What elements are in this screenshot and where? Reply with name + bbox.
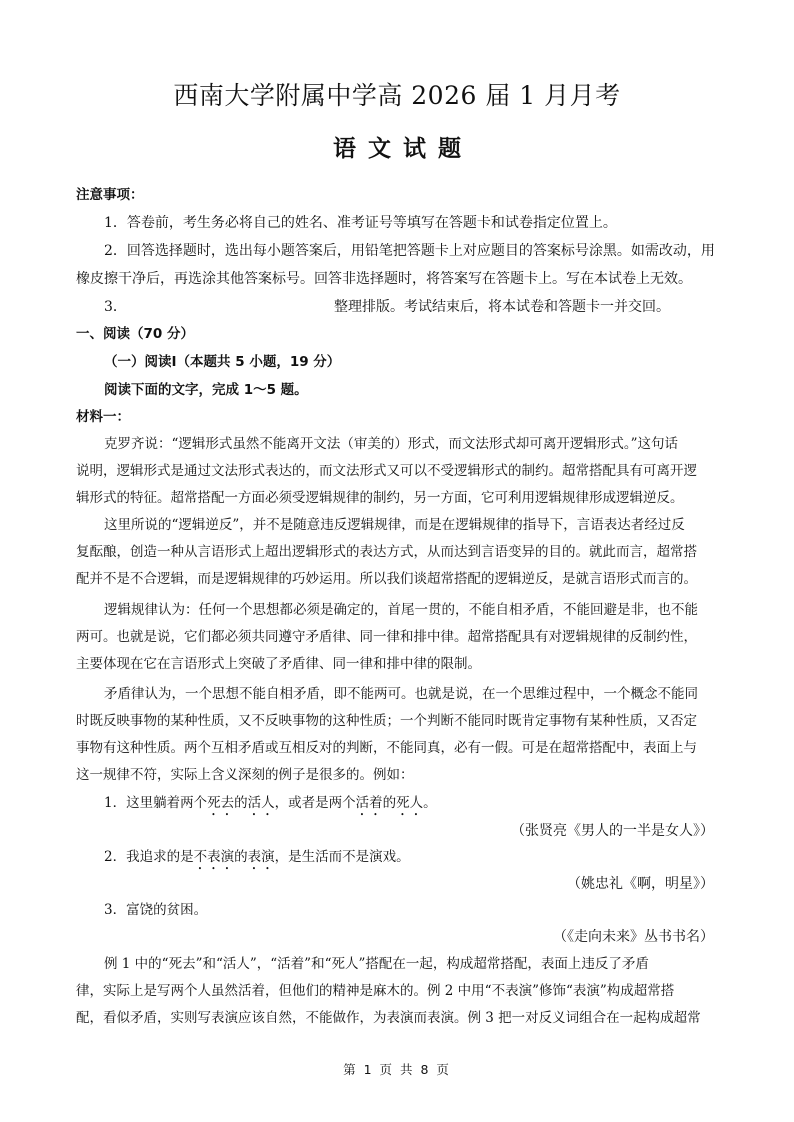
example-1-source: （张贤亮《男人的一半是女人》） xyxy=(511,823,714,839)
example-1-part: 的 xyxy=(234,795,248,811)
section-heading: 一、阅读（70 分） xyxy=(76,326,194,342)
material-label: 材料一： xyxy=(76,409,130,425)
example-2-emphasis: 不表演 xyxy=(193,849,235,865)
example-2-source: （姚忠礼《啊，明星》） xyxy=(567,876,714,892)
paragraph-4-line-4: 这一规律不符，实际上含义深刻的例子是很多的。例如： xyxy=(76,767,414,783)
paragraph-4-line-2: 时既反映事物的某种性质，又不反映事物的这种性质；一个判断不能同时既肯定事物有某种性质，又否定 xyxy=(76,713,697,729)
notice-item-3-number: 3． xyxy=(104,299,127,315)
page-number: 第 1 页 共 8 页 xyxy=(343,1062,451,1077)
notice-item-2-line-1: 2．回答选择题时，选出每小题答案后，用铅笔把答题卡上对应题目的答案标号涂黑。如需改动，用 xyxy=(104,243,715,259)
example-2 xyxy=(104,847,410,873)
example-1-emphasis: 死人 xyxy=(396,795,424,811)
notice-item-2-line-2: 橡皮擦干净后，再选涂其他答案标号。回答非选择题时，将答案写在答题卡上。写在本试卷上无效。 xyxy=(76,271,692,287)
paragraph-1-line-2: 说明，逻辑形式是通过文法形式表达的，而文法形式又可以不受逻辑形式的制约。超常搭配具有可离开逻 xyxy=(76,463,697,479)
example-1 xyxy=(104,793,437,819)
example-2-emphasis: 表演 xyxy=(247,849,275,865)
example-2-part: ，是生活而不是演戏。 xyxy=(274,849,410,865)
exam-subject-title: 语文试题 xyxy=(333,135,473,162)
paragraph-2-line-2: 复酝酿，创造一种从言语形式上超出逻辑形式的表达方式，从而达到言语变异的目的。就此而言，超常搭 xyxy=(76,544,697,560)
example-1-part: 。 xyxy=(423,795,437,811)
paragraph-1-line-1: 克罗齐说：“逻辑形式虽然不能离开文法（审美的）形式，而文法形式却可离开逻辑形式。”这句话 xyxy=(104,436,679,452)
exam-title: 西南大学附属中学高 2026 届 1 月月考 xyxy=(173,81,621,110)
example-1-emphasis: 活人 xyxy=(247,795,275,811)
paragraph-5-line-2: 律，实际上是写两个人虽然活着，但他们的精神是麻木的。例 2 中用“不表演”修饰“表演”构成超常搭 xyxy=(76,983,675,999)
paragraph-1-line-3: 辑形式的特征。超常搭配一方面必须受逻辑规律的制约，另一方面，它可利用逻辑规律形成逻辑逆反。 xyxy=(76,490,684,506)
paragraph-4-line-1: 矛盾律认为，一个思想不能自相矛盾，即不能两可。也就是说，在一个思维过程中，一个概念不能同 xyxy=(104,686,698,702)
paragraph-3-line-1: 逻辑规律认为：任何一个思想都必须是确定的，首尾一贯的，不能自相矛盾，不能回避是非，也不能 xyxy=(104,602,698,618)
example-2-part: 的 xyxy=(234,849,248,865)
example-3-source: （《走向未来》丛书书名） xyxy=(553,929,714,945)
example-2-part: 2．我追求的是 xyxy=(104,849,194,865)
paragraph-2-line-1: 这里所说的“逻辑逆反”，并不是随意违反逻辑规律，而是在逻辑规律的指导下，言语表达者经过反 xyxy=(104,517,685,533)
notice-item-1: 1．答卷前，考生务必将自己的姓名、准考证号等填写在答题卡和试卷指定位置上。 xyxy=(104,215,617,231)
example-1-part: 的 xyxy=(382,795,397,811)
subsection-heading: （一）阅读Ⅰ（本题共 5 小题，19 分） xyxy=(104,354,341,370)
paragraph-5-line-3: 配，看似矛盾，实则写表演应该自然，不能做作，为表演而表演。例 3 把一对反义词组合在一起构成超常 xyxy=(76,1010,701,1026)
example-3: 3．富饶的贫困。 xyxy=(104,902,208,918)
example-1-part: 1．这里躺着两个 xyxy=(104,795,208,811)
notice-heading: 注意事项： xyxy=(76,187,144,203)
example-1-part: ，或者是两个 xyxy=(274,795,356,811)
example-1-emphasis: 活着 xyxy=(355,795,383,811)
paragraph-3-line-2: 两可。也就是说，它们都必须共同遵守矛盾律、同一律和排中律。超常搭配具有对逻辑规律的反制约性， xyxy=(76,629,697,645)
paragraph-5-line-1: 例 1 中的“死去”和“活人”，“活着”和“死人”搭配在一起，构成超常搭配，表面上违反了矛盾 xyxy=(104,956,649,972)
paragraph-3-line-3: 主要体现在它在言语形式上突破了矛盾律、同一律和排中律的限制。 xyxy=(76,656,481,672)
example-1-emphasis: 死去 xyxy=(207,795,235,811)
paragraph-2-line-3: 配并不是不合逻辑，而是逻辑规律的巧妙运用。所以我们谈超常搭配的逻辑逆反，是就言语形式而言的。 xyxy=(76,571,697,587)
reading-instruction: 阅读下面的文字，完成 1～5 题。 xyxy=(104,382,308,398)
paragraph-4-line-3: 事物有这种性质。两个互相矛盾或互相反对的判断，不能同真，必有一假。可是在超常搭配中，表面上与 xyxy=(76,740,697,756)
notice-item-3-text: 整理排版。考试结束后，将本试卷和答题卡一并交回。 xyxy=(334,299,670,315)
